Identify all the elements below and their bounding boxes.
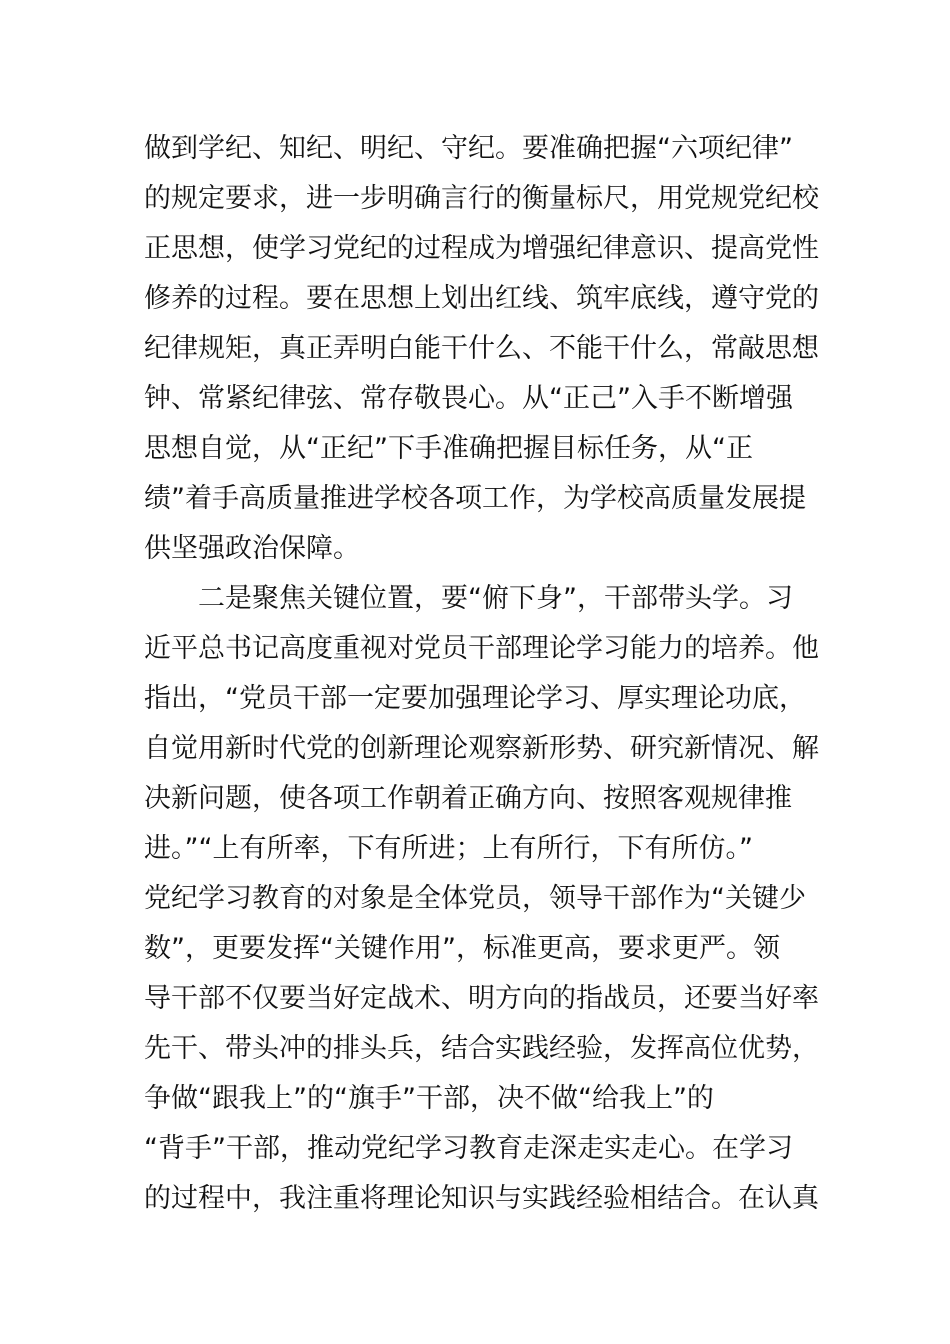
text-line: 近平总书记高度重视对党员干部理论学习能力的培养。他 — [144, 633, 819, 664]
text-line: 数”，更要发挥“关键作用”，标准更高，要求更严。领 — [144, 933, 780, 964]
text-line: 绩”着手高质量推进学校各项工作，为学校高质量发展提 — [144, 483, 806, 514]
text-line: 指出，“党员干部一定要加强理论学习、厚实理论功底， — [144, 683, 806, 714]
text-line: 做到学纪、知纪、明纪、守纪。要准确把握“六项纪律” — [144, 133, 793, 164]
text-line: 思想自觉，从“正纪”下手准确把握目标任务，从“正 — [144, 433, 753, 464]
text-line: 争做“跟我上”的“旗手”干部，决不做“给我上”的 — [144, 1083, 714, 1114]
text-line: 钟、常紧纪律弦、常存敬畏心。从“正己”入手不断增强 — [144, 383, 793, 414]
text-line: 修养的过程。要在思想上划出红线、筑牢底线，遵守党的 — [144, 283, 819, 314]
text-line: 进。”“上有所率，下有所进；上有所行，下有所仿。” — [144, 833, 753, 864]
text-line: “背手”干部，推动党纪学习教育走深走实走心。在学习 — [144, 1133, 793, 1164]
text-line: 二是聚焦关键位置，要“俯下身”，干部带头学。习 — [144, 583, 793, 614]
text-line: 的过程中，我注重将理论知识与实践经验相结合。在认真 — [144, 1183, 819, 1214]
body-text — [144, 124, 819, 1224]
text-line: 党纪学习教育的对象是全体党员，领导干部作为“关键少 — [144, 883, 806, 914]
text-line: 供坚强政治保障。 — [144, 533, 360, 564]
text-line: 正思想，使学习党纪的过程成为增强纪律意识、提高党性 — [144, 233, 819, 264]
text-line: 的规定要求，进一步明确言行的衡量标尺，用党规党纪校 — [144, 183, 819, 214]
text-line: 决新问题，使各项工作朝着正确方向、按照客观规律推 — [144, 783, 792, 814]
text-line: 自觉用新时代党的创新理论观察新形势、研究新情况、解 — [144, 733, 819, 764]
text-line: 先干、带头冲的排头兵，结合实践经验，发挥高位优势， — [144, 1033, 819, 1064]
text-line: 导干部不仅要当好定战术、明方向的指战员，还要当好率 — [144, 983, 819, 1014]
text-line: 纪律规矩，真正弄明白能干什么、不能干什么，常敲思想 — [144, 333, 819, 364]
